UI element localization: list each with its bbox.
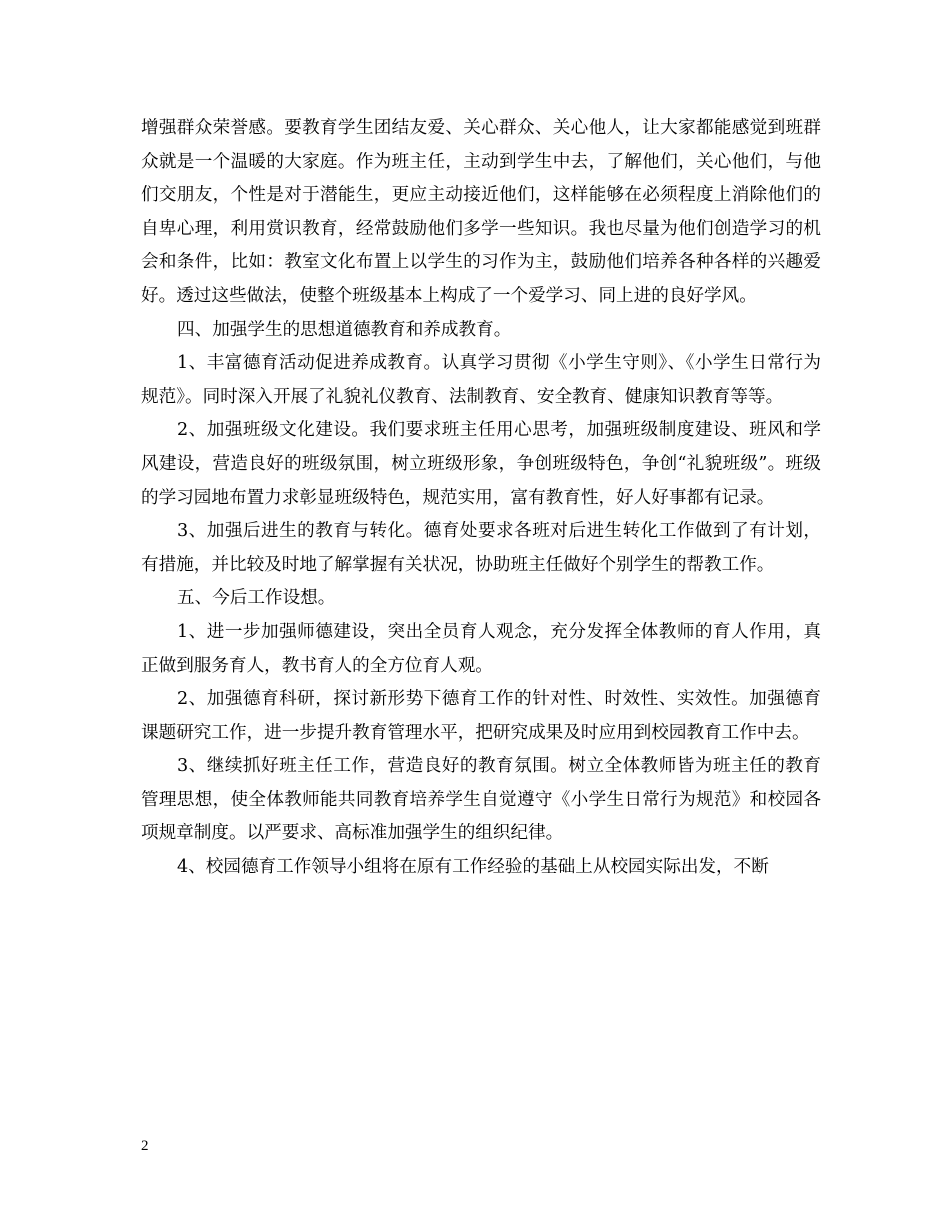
document-body bbox=[141, 112, 821, 885]
paragraph: 2、加强德育科研，探讨新形势下德育工作的针对性、时效性、实效性。加强德育课题研究工作，进一步提升教育管理水平，把研究成果及时应用到校园教育工作中去。 bbox=[141, 689, 821, 743]
paragraph: 增强群众荣誉感。要教育学生团结友爱、关心群众、关心他人，让大家都能感觉到班群众就是一个温暖的大家庭。作为班主任，主动到学生中去，了解他们，关心他们，与他们交朋友，个性是对于潜能生，更应主动接近他们，这样能够在必须程度上消除他们的自卑心理，利用赏识教育，经常鼓励他们多学一些知识。我也尽量为他们创造学习的机会和条件，比如：教室文化布置上以学生的习作为主，鼓励他们培养各种各样的兴趣爱好。透过这些做法，使整个班级基本上构成了一个爱学习、同上进的良好学风。 bbox=[141, 118, 821, 306]
paragraph: 3、继续抓好班主任工作，营造良好的教育氛围。树立全体教师皆为班主任的教育管理思想，使全体教师能共同教育培养学生自觉遵守《小学生日常行为规范》和校园各项规章制度。以严要求、高标准加强学生的组织纪律。 bbox=[141, 756, 821, 844]
paragraph: 1、进一步加强师德建设，突出全员育人观念，充分发挥全体教师的育人作用，真正做到服务育人，教书育人的全方位育人观。 bbox=[141, 621, 821, 676]
section-heading: 四、加强学生的思想道德教育和养成教育。 bbox=[177, 319, 512, 340]
section-heading: 五、今后工作设想。 bbox=[177, 588, 336, 609]
page-number: 2 bbox=[141, 1138, 149, 1154]
paragraph: 3、加强后进生的教育与转化。德育处要求各班对后进生转化工作做到了有计划，有措施，并比较及时地了解掌握有关状况，协助班主任做好个别学生的帮教工作。 bbox=[141, 521, 821, 575]
paragraph: 1、丰富德育活动促进养成教育。认真学习贯彻《小学生守则》、《小学生日常行为规范》。同时深入开展了礼貌礼仪教育、法制教育、安全教育、健康知识教育等等。 bbox=[141, 353, 821, 407]
paragraph: 4、校园德育工作领导小组将在原有工作经验的基础上从校园实际出发，不断 bbox=[177, 857, 769, 878]
paragraph: 2、加强班级文化建设。我们要求班主任用心思考，加强班级制度建设、班风和学风建设，营造良好的班级氛围，树立班级形象，争创班级特色，争创“礼貌班级”。班级的学习园地布置力求彰显班级特色，规范实用，富有教育性，好人好事都有记录。 bbox=[141, 420, 821, 508]
